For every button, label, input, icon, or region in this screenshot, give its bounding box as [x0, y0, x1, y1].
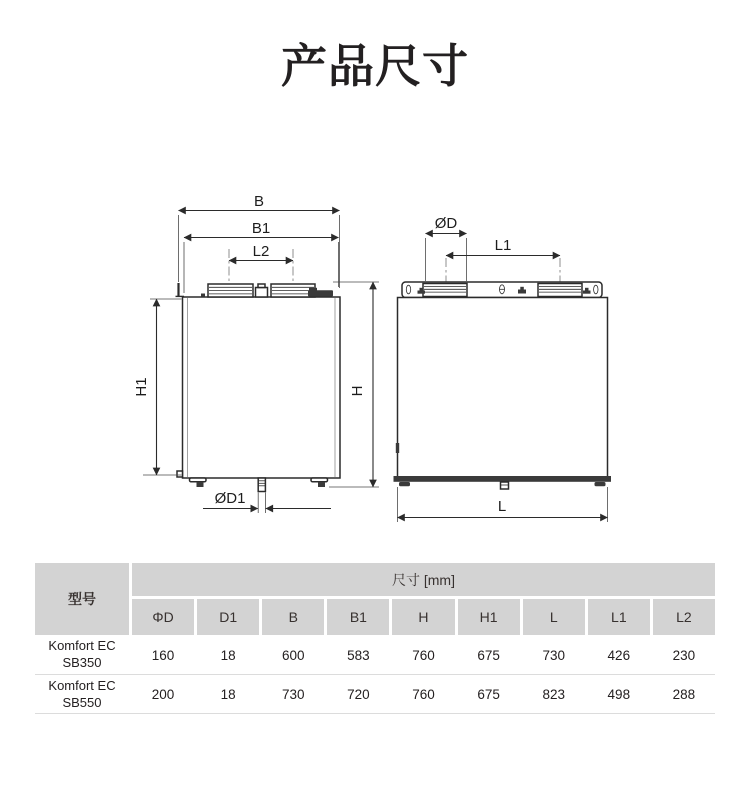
table-value: 426 [607, 647, 631, 663]
table-value: 498 [607, 687, 631, 702]
dim-label-b: B [253, 195, 265, 210]
table-value: 730 [542, 647, 565, 663]
column-header-b1: B1 [327, 599, 389, 635]
table-value: 720 [347, 687, 370, 702]
dim-label-h: H [349, 385, 366, 397]
table-value: 230 [672, 647, 696, 663]
table-value: 200 [151, 687, 175, 702]
table-value: 823 [542, 687, 565, 702]
model-name-line2: SB550 [62, 694, 102, 710]
table-value: 160 [151, 647, 175, 663]
column-header-dD: ΦD [132, 599, 194, 635]
table-value: 730 [282, 687, 305, 702]
side-view-drawing [394, 215, 612, 522]
table-value: 18 [220, 687, 236, 702]
table-value: 675 [477, 687, 500, 702]
dimensions-group-header: 尺寸 [mm] [132, 563, 715, 596]
dimensions-table [35, 563, 715, 714]
dim-label-h1: H1 [133, 377, 150, 397]
dim-label-l1: L1 [494, 237, 512, 254]
table-value: 18 [220, 647, 236, 663]
table-value: 288 [672, 687, 696, 702]
dim-label-b1: B1 [251, 220, 271, 237]
column-header-l: L [523, 599, 585, 635]
table-row-model [35, 675, 129, 714]
column-header-h1: H1 [458, 599, 520, 635]
table-value: 600 [282, 647, 305, 663]
table-value: 675 [477, 647, 500, 663]
model-column-header: 型号 [35, 563, 129, 635]
dim-label-l2: L2 [252, 243, 270, 260]
dim-label-d1: ØD1 [214, 490, 246, 507]
column-header-h: H [392, 599, 454, 635]
dim-label-l: L [497, 498, 507, 515]
column-header-l1: L1 [588, 599, 650, 635]
table-value: 760 [412, 647, 435, 663]
front-view-drawing [133, 195, 379, 513]
model-name-line2: SB350 [62, 655, 102, 670]
dimension-diagram [0, 195, 750, 535]
dim-label-d: ØD [434, 215, 458, 232]
column-header-d1: D1 [197, 599, 259, 635]
table-value: 760 [412, 687, 435, 702]
page-title: 产品尺寸 [281, 40, 469, 92]
column-header-l2: L2 [653, 599, 715, 635]
model-name-line1: Komfort EC [48, 638, 116, 654]
column-header-b: B [262, 599, 324, 635]
table-row-model [35, 635, 129, 675]
model-name-line1: Komfort EC [48, 677, 116, 693]
table-value: 583 [347, 647, 370, 663]
